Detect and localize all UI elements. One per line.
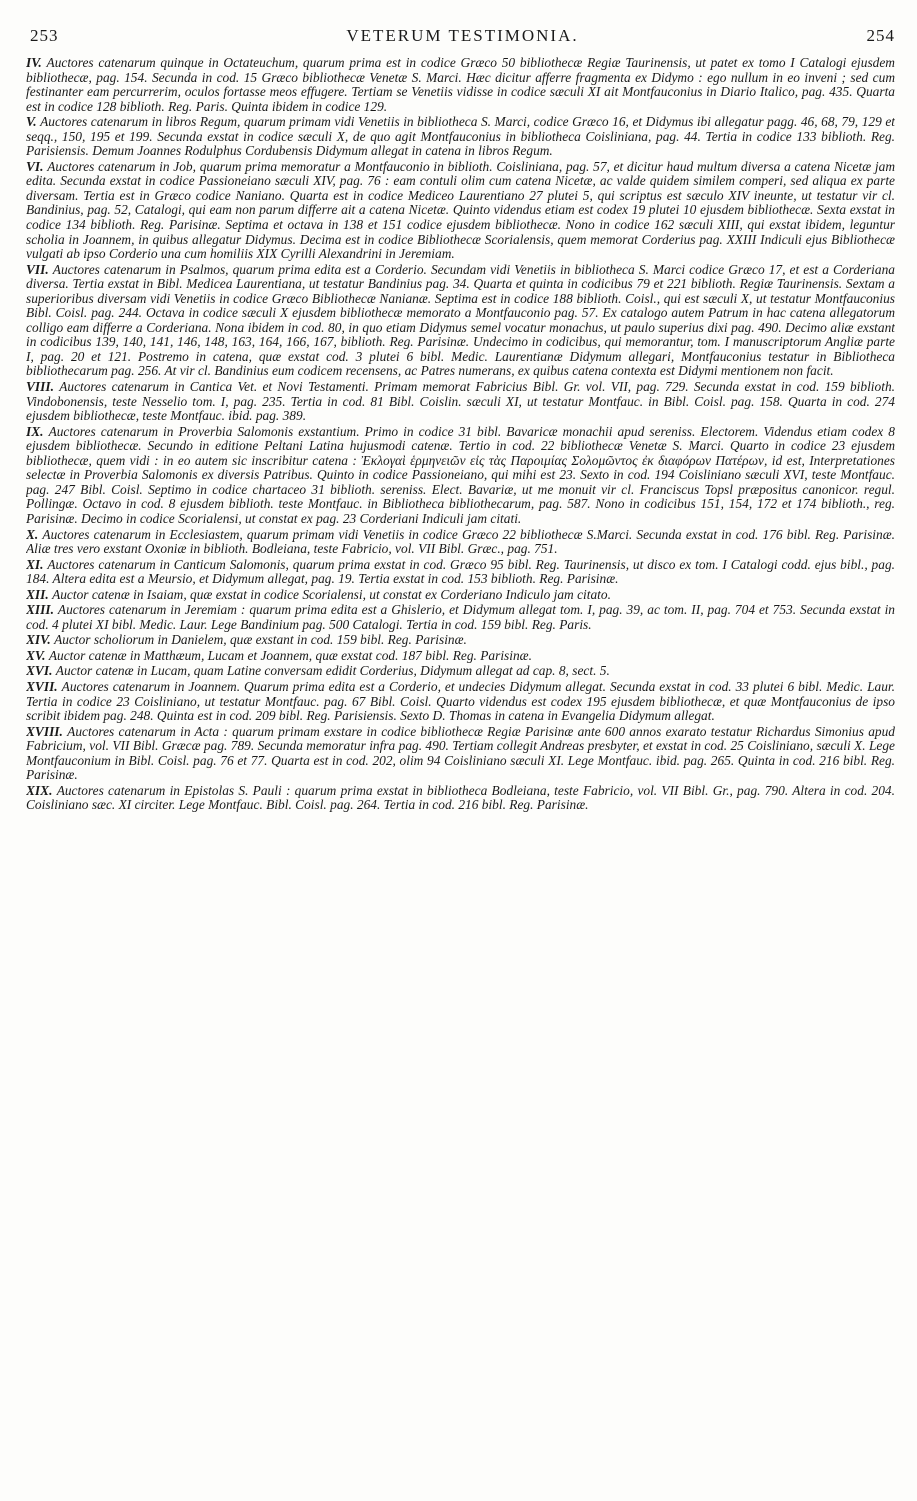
- entry-text: Auctor catenæ in Lucam, quam Latine conversam edidit Corderius, Didymum allegat ad cap. 8, sect. 5.: [55, 663, 610, 679]
- entry-number: XII.: [26, 586, 49, 602]
- entry-xiii: [26, 603, 895, 632]
- entry-text: Auctores catenarum in Epistolas S. Pauli : quarum prima exstat in bibliotheca Bodleiana, teste Fabricio, vol. VII Bibl. Gr., pag. 790. Altera in cod. 204. Coisliniano sæc. XI circiter. Lege Montfauc. Bibl. Coisl. pag. 264. Tertia in cod. 216 bibl. Reg. Parisinæ.: [26, 782, 895, 813]
- entry-text: Auctores catenarum in Canticum Salomonis, quarum prima exstat in cod. Græco 95 bibl. Reg. Taurinensis, ut disco ex tom. I Catalogi codd. ejus bibl., pag. 184. Altera edita est a Meursio, et Didymum allegat, pag. 19. Tertia exstat in cod. 153 biblioth. Reg. Parisinæ.: [26, 556, 895, 587]
- entry-text: Auctores catenarum in Jeremiam : quarum prima edita est a Ghislerio, et Didymum allegat tom. I, pag. 39, ac tom. II, pag. 704 et 753. Secunda exstat in cod. 4 plutei XI bibl. Medic. Laur. Lege Bandinium pag. 500 Catalogi. Tertia in cod. 159 bibl. Reg. Paris.: [26, 602, 895, 632]
- entry-viii: [26, 380, 895, 424]
- entry-xviii: [26, 725, 895, 783]
- entry-number: XI.: [26, 556, 44, 572]
- entry-iv: [26, 56, 895, 114]
- entry-text: Auctores catenarum in Job, quarum prima memoratur a Montfauconio in biblioth. Coisliniana, pag. 57, et dicitur haud multum diversa a catena Nicetæ jam edita. Secunda exstat in codice Passioneiano sæculi XIV, pag. 76 : eam contuli olim cum catena Nicetæ, ac valde quidem similem comperi, sed aliqua ex parte diversam. Tertia est in Græco codice Naniano. Quarta est in codice Mediceo Laurentiano 27 plutei 5, qui scriptus est sæculo XIV ineunte, ut testatur vir cl. Bandinius, pag. 52, Catalogi, qui eam non parum differre ait a catena Nicetæ. Quinto videndus etiam est codex 19 plutei 10 ejusdem bibliothecæ. Sexta exstat in codice 134 biblioth. Reg. Parisinæ. Septima et octava in 138 et 151 codice ejusdem bibliothecæ. Nono in codice 162 sæculi XIII, qui exstat ibidem, leguntur scholia in Joannem, in quibus allegatur Didymus. Decima est in codice Bibliothecæ Scorialensis, quem memorat Corderius pag. XXIII Indiculi ejus Bibliothecæ vulgati ab ipso Corderio una cum homiliis XIX Cyrilli Alexandrini in Jeremiam.: [26, 158, 895, 262]
- entry-xi: [26, 558, 895, 587]
- entry-xvii: [26, 680, 895, 724]
- entry-vii: [26, 263, 895, 379]
- entry-number: VI.: [26, 158, 44, 174]
- entry-xii: [26, 588, 895, 603]
- entry-text: Auctores catenarum in Psalmos, quarum prima edita est a Corderio. Secundam vidi Venetiis in bibliotheca S. Marci codice Græco 17, et est a Corderiana diversa. Tertia exstat in Bibl. Medicea Laurentiana, ut testatur Bandinius pag. 34. Quarta et quinta in codicibus 79 et 221 biblioth. Regiæ Taurinensis. Sextam a superioribus diversam vidi Venetiis in codice Græco Bibliothecæ Nanianæ. Septima est in codice 188 biblioth. Coisl., qui est sæculi X, ut testatur Montfauconius Bibl. Coisl. pag. 244. Octava in codice sæculi X ejusdem bibliothecæ memorato a Montfauconio pag. 57. Ex catalogo autem Patrum in hac catena allegatorum colligo eam differre a Corderiana. Nona ibidem in cod. 80, in quo etiam Didymus semel vocatur monachus, ut paulo superius dixi pag. 490. Decimo aliæ exstant in codicibus 139, 140, 141, 146, 148, 163, 164, 166, 167, biblioth. Reg. Parisinæ. Undecimo in codicibus, qui memorantur, tom. I manuscriptorum Angliæ parte I, pag. 20 et 121. Postremo in catena, quæ exstat cod. 3 plutei 6 bibl. Medic. Laurentianæ Didymum allegari, Montfauconius testatur in Bibliotheca bibliothecarum pag. 256. At vir cl. Bandinius eum codicem recensens, ac Patres numerans, ex quibus catena contexta est Didymi mentionem non facit.: [26, 261, 895, 379]
- running-title: VETERUM TESTIMONIA.: [346, 26, 579, 45]
- entry-xvi: [26, 664, 895, 679]
- entry-vi: [26, 160, 895, 262]
- entry-ix: [26, 425, 895, 527]
- entry-xiv: [26, 633, 895, 648]
- entry-xv: [26, 649, 895, 664]
- entry-xix: [26, 784, 895, 813]
- entry-number: VIII.: [26, 379, 54, 395]
- page-number-left: 253: [30, 26, 59, 45]
- entry-text: Auctores catenarum in Proverbia Salomonis exstantium. Primo in codice 31 bibl. Bavaricæ monachii apud sereniss. Electorem. Videndus etiam codex 8 ejusdem bibliothecæ. Secundo in editione Peltani Latina hujusmodi catenæ. Tertio in cod. 22 bibliothecæ Venetæ S. Marci. Quarto in codice 23 ejusdem bibliothecæ, quem vidi : in eo autem sic inscribitur catena : Ἐκλογαὶ ἑρμηνειῶν εἰς τὰς Παροιμίας Σολομῶντος ἐκ διαφόρων Πατέρων, id est, Interpretationes selectæ in Proverbia Salomonis ex diversis Patribus. Quinto in codice Passioneiano, qui mihi est 23. Sexto in cod. 194 Coisliniano sæculi XVI, teste Montfauc. pag. 247 Bibl. Coisl. Septimo in codice chartaceo 31 biblioth. sereniss. Elect. Bavariæ, ut me monuit vir cl. Franciscus Topsl præpositus canonicor. regul. Pollingæ. Octavo in cod. 8 ejusdem biblioth. teste Montfauc. in Bibliotheca bibliothecarum, pag. 587. Nono in codicibus 151, 154, 172 et 174 biblioth., reg. Parisinæ. Decimo in codice Scorialensi, ut constat ex pag. 23 Corderiani Indiculi jam citati.: [26, 423, 895, 526]
- entry-text: Auctores catenarum quinque in Octateuchum, quarum prima est in codice Græco 50 bibliothecæ Regiæ Taurinensis, ut patet ex tomo I Catalogi ejusdem bibliothecæ, pag. 154. Secunda in cod. 15 Græco bibliothecæ Venetæ S. Marci. Hæc dicitur afferre fragmenta ex Didymo : ego nullum in eo inveni ; sed cum festinanter eam percurrerim, oculos fortasse meos effugere. Tertiam se Venetiis vidisse in codice sæculi XI ait Montfauconius in Diario Italico, pag. 435. Quarta est in codice 128 biblioth. Reg. Paris. Quinta ibidem in codice 129.: [26, 56, 895, 114]
- entry-number: IV.: [26, 56, 42, 70]
- entry-number: X.: [26, 526, 39, 542]
- entry-text: Auctor scholiorum in Danielem, quæ exstant in cod. 159 bibl. Reg. Parisinæ.: [54, 632, 467, 648]
- entry-x: [26, 528, 895, 557]
- testimonia-list: [26, 56, 895, 1487]
- entry-number: XIV.: [26, 632, 51, 648]
- entry-text: Auctor catenæ in Matthæum, Lucam et Joannem, quæ exstat cod. 187 bibl. Reg. Parisinæ.: [48, 647, 532, 663]
- entry-v: [26, 115, 895, 159]
- entry-number: XVIII.: [26, 723, 63, 739]
- entry-number: IX.: [26, 423, 44, 439]
- page-header: [30, 26, 895, 52]
- entry-text: Auctores catenarum in Acta : quarum primam exstare in codice bibliothecæ Regiæ Parisinæ ante 600 annos exarato testatur Richardus Simonius apud Fabricium, vol. VII Bibl. Græcæ pag. 789. Secunda memoratur infra pag. 490. Tertiam collegit Andreas presbyter, et exstat in cod. 25 Coisliniano, sæculi X. Lege Montfauconium in Bibl. Coisl. pag. 76 et 77. Quarta est in cod. 202, olim 94 Coisliniano sæculi XI. Lege Montfauc. ibid. pag. 265. Quinta in cod. 216 bibl. Reg. Parisinæ.: [26, 723, 895, 783]
- entry-text: Auctores catenarum in libros Regum, quarum primam vidi Venetiis in bibliotheca S. Marci, codice Græco 16, et Didymus ibi allegatur pagg. 46, 68, 79, 129 et seqq., 150, 195 et 199. Secunda exstat in codice sæculi X, de quo agit Montfauconius in bibliotheca Coisliniana, pag. 44. Tertia in codice 133 biblioth. Reg. Parisiensis. Demum Joannes Rodulphus Cordubensis Didymum allegat in catena in libros Regum.: [26, 114, 895, 159]
- entry-number: VII.: [26, 261, 49, 277]
- entry-number: XVI.: [26, 663, 53, 679]
- entry-number: XIII.: [26, 602, 54, 618]
- entry-number: XIX.: [26, 782, 53, 798]
- page-number-right: 254: [866, 26, 895, 45]
- entry-text: Auctores catenarum in Cantica Vet. et Novi Testamenti. Primam memorat Fabricius Bibl. Gr. vol. VII, pag. 729. Secunda exstat in cod. 159 biblioth. Vindobonensis, teste Nesselio tom. I, pag. 235. Tertia in cod. 81 Bibl. Coislin. sæculi XI, ut testatur Montfauc. in Bibl. Coisl. pag. 158. Quarta in cod. 274 ejusdem bibliothecæ, teste Montfauc. ibid. pag. 389.: [26, 379, 895, 424]
- entry-text: Auctor catenæ in Isaiam, quæ exstat in codice Scorialensi, ut constat ex Corderiano Indiculo jam citato.: [52, 586, 611, 602]
- entry-number: XVII.: [26, 678, 58, 694]
- entry-number: XV.: [26, 647, 46, 663]
- entry-text: Auctores catenarum in Joannem. Quarum prima edita est a Corderio, et undecies Didymum allegat. Secunda exstat in cod. 33 plutei 6 bibl. Medic. Laur. Tertia in codice 23 Coisliniano, ut testatur Montfauc. pag. 67 Bibl. Coisl. Quarto videndus est codex 195 ejusdem bibliothecæ, et quæ Montfauconius de ipso scribit ibidem pag. 248. Quinta est in cod. 209 bibl. Reg. Parisiensis. Sexto D. Thomas in catena in Evangelia Didymum allegat.: [26, 678, 895, 724]
- entry-text: Auctores catenarum in Ecclesiastem, quarum primam vidi Venetiis in codice Græco 22 bibliothecæ S.Marci. Secunda exstat in cod. 176 bibl. Reg. Parisinæ. Aliæ tres vero exstant Oxoniæ in biblioth. Bodleiana, teste Fabricio, vol. VII Bibl. Græc., pag. 751.: [26, 526, 895, 557]
- entry-number: V.: [26, 114, 37, 130]
